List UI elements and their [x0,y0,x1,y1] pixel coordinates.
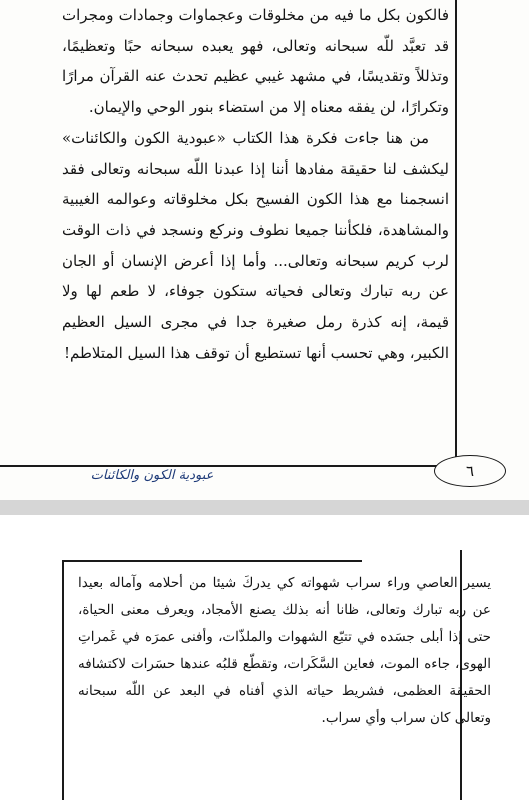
running-title: عبودية الكون والكائنات [90,468,214,483]
page-gap [0,500,529,515]
page-number-oval [434,455,506,487]
bottom-page-left-rule [62,560,64,800]
top-page-text [62,0,449,368]
top-paragraph-2: من هنا جاءت فكرة هذا الكتاب «عبودية الكون والكائنات» ليكشف لنا حقيقة مفادها أننا إذا عبدنا اللّه سبحانه وتعالى فقد انسجمنا مع هذا الكون الفسيح بكل مخلوقاته وعوالمه الغيبية والمشاهدة، فلكأننا جميعا نطوف ونركع ونسجد في ذات الوقت لرب كريم سبحانه وتعالى... وأما إذا أعرض الإنسان أو الجان عن ربه تبارك وتعالى فحياته ستكون جوفاء، لا طعم لها ولا قيمة، إنه كذرة رمل صغيرة جدا في مجرى السيل العظيم الكبير، وهي تحسب أنها تستطيع أن توقف هذا السيل المتلاطم! [62,128,449,362]
bottom-paragraph-1: يسير العاصي وراء سراب شهواته كي يدركَ شيئا من أحلامه وآماله بعيدا عن ربه تبارك وتعالى، ظانا أنه بذلك يصنع الأمجاد، ويعرف معنى الحياة، حتى إذا أبلى جسَده في تتبّع الشهوات والملذّات، وأفنى عمرَه في غَمراتِ الهوى، جاءه الموت، فعاين السَّكَرات، وتقطّع قلبُه عندها حسَرات لاكتشافه الحقيقة العظمى، فشريط حياته الذي أفناه في البعد عن اللّه سبحانه وتعالى كان سراب وأي سراب. [78,575,491,726]
top-page-right-rule [455,0,457,458]
page-number: ٦ [465,462,475,480]
top-page-footer-line [0,465,440,467]
bottom-page-text [78,570,491,732]
bottom-page-top-rule [62,560,362,562]
top-paragraph-1: فالكون بكل ما فيه من مخلوقات وعجماوات وجمادات ومجرات قد تعبَّد للّه سبحانه وتعالى، فهو يعبده سبحانه حبًا وتعظيمًا، وتذللاً وتقديسًا، في مشهد غيبي عظيم تحدث عنه القرآن مرارًا وتكرارًا، لن يفقه معناه إلا من استضاء بنور الوحي والإيمان. [62,6,449,117]
